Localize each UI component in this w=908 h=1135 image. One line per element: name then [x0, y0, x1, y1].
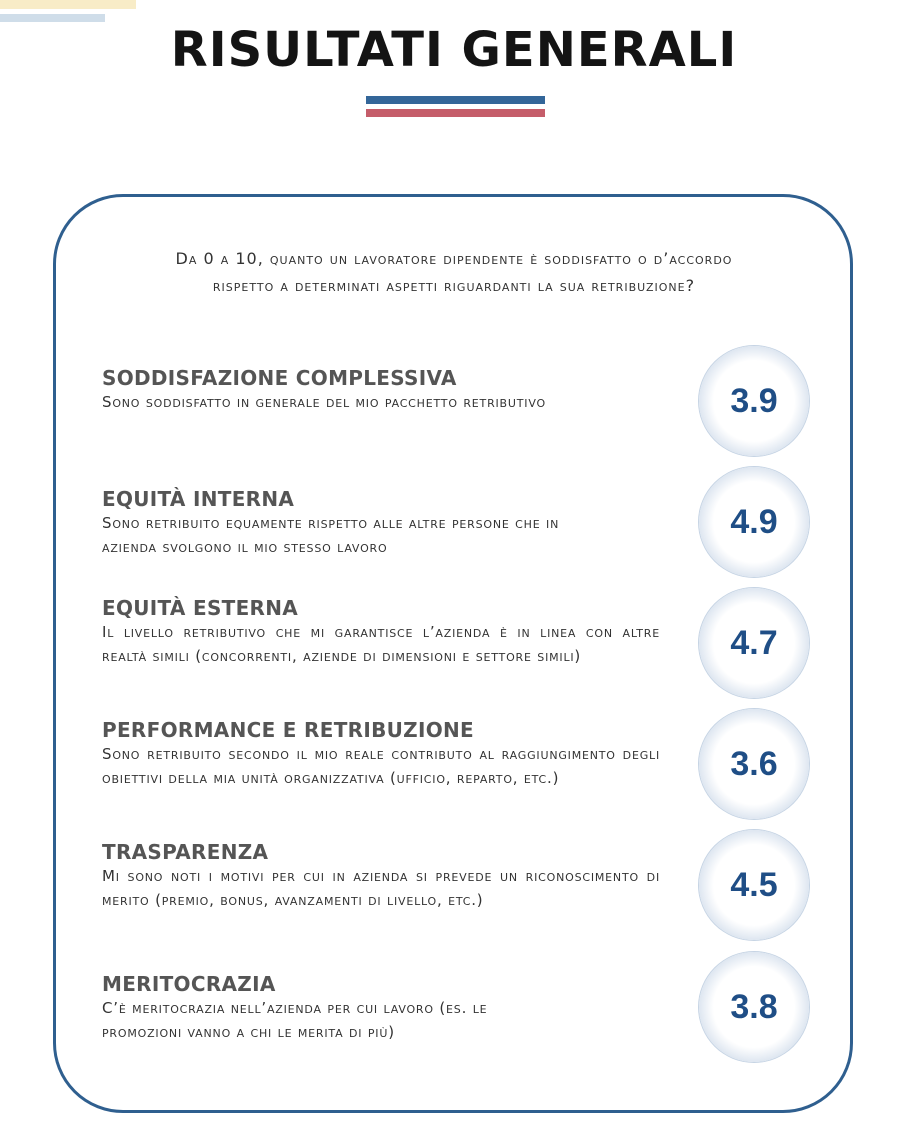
- question-line-2: rispetto a determinati aspetti riguardanti la sua retribuzione?: [212, 276, 696, 295]
- page-title: RISULTATI GENERALI: [170, 22, 738, 78]
- result-item-meritocrazia: [102, 972, 660, 1044]
- item-description: Sono soddisfatto in generale del mio pacchetto retributivo: [102, 393, 546, 411]
- score-badge: [699, 709, 809, 819]
- result-item-equita-esterna: [102, 596, 660, 668]
- result-item-equita-interna: [102, 487, 660, 559]
- score-value: 3.8: [730, 987, 778, 1026]
- item-title: SODDISFAZIONE COMPLESSIVA: [102, 366, 457, 390]
- score-badge: [699, 952, 809, 1062]
- item-title: EQUITÀ ESTERNA: [102, 596, 299, 620]
- item-title: PERFORMANCE E RETRIBUZIONE: [102, 718, 475, 742]
- title-underline-blue: [366, 96, 545, 104]
- score-badge: [699, 467, 809, 577]
- item-description: Sono retribuito equamente rispetto alle altre persone che in azienda svolgono il mio stesso lavoro: [102, 514, 560, 556]
- survey-question: [0, 245, 908, 299]
- score-value: 4.5: [730, 865, 778, 904]
- decorative-stripe-blue: [0, 14, 105, 22]
- decorative-stripe-yellow: [0, 0, 136, 9]
- result-item-soddisfazione-complessiva: [102, 366, 660, 414]
- item-title: EQUITÀ INTERNA: [102, 487, 295, 511]
- item-description: Il livello retributivo che mi garantisce l’azienda è in linea con altre realtà simili (concorrenti, aziende di dimensioni e settore simili): [102, 623, 660, 665]
- result-item-trasparenza: [102, 840, 660, 912]
- item-description: Mi sono noti i motivi per cui in azienda si prevede un riconoscimento di merito (premio, bonus, avanzamenti di livello, etc.): [102, 867, 660, 909]
- item-title: MERITOCRAZIA: [102, 972, 276, 996]
- score-value: 4.9: [730, 502, 778, 541]
- score-badge: [699, 588, 809, 698]
- score-badge: [699, 346, 809, 456]
- score-badge: [699, 830, 809, 940]
- item-description: Sono retribuito secondo il mio reale contributo al raggiungimento degli obiettivi della mia unità organizzativa (ufficio, reparto, etc.): [102, 745, 660, 787]
- score-value: 3.6: [730, 744, 778, 783]
- item-description: C’è meritocrazia nell’azienda per cui lavoro (es. le promozioni vanno a chi le merita di più): [102, 999, 488, 1041]
- item-title: TRASPARENZA: [102, 840, 269, 864]
- question-line-1: Da 0 a 10, quanto un lavoratore dipendente è soddisfatto o d’accordo: [175, 249, 733, 268]
- result-item-performance-e-retribuzione: [102, 718, 660, 790]
- score-value: 4.7: [730, 623, 778, 662]
- score-value: 3.9: [730, 381, 778, 420]
- title-underline-red: [366, 109, 545, 117]
